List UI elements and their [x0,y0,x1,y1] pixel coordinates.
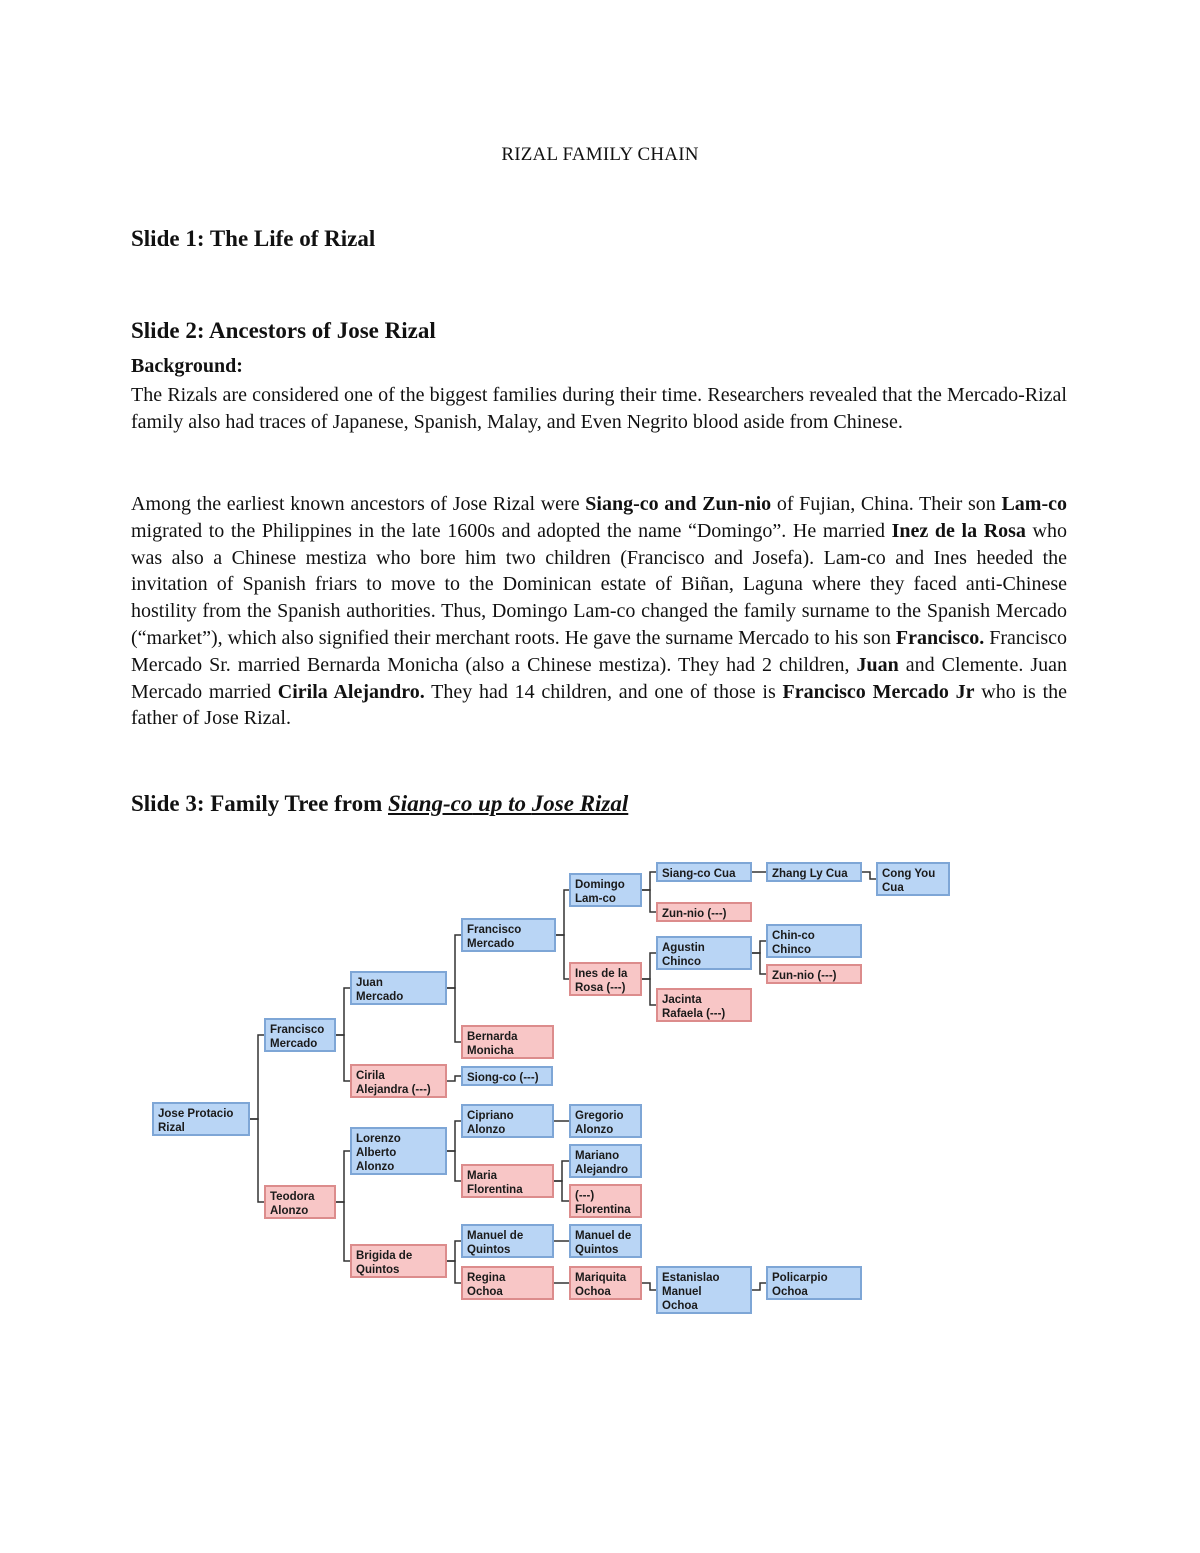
tree-node-francisco-sr: Francisco Mercado [461,918,556,952]
connector-ines-agustin [642,953,656,979]
text-run: They had 14 children, and one of those is [424,680,783,703]
connector-jose-teodora [250,1119,264,1202]
tree-node-regina: Regina Ochoa [461,1266,554,1300]
connector-teodora-lorenzo [336,1151,350,1202]
connector-mariquita-estanislao [642,1283,656,1290]
tree-node-estanislao: Estanislao Manuel Ochoa [656,1266,752,1314]
tree-node-jacinta: Jacinta Rafaela (---) [656,988,752,1022]
tree-node-gregorio: Gregorio Alonzo [569,1104,642,1138]
connector-zhang-cong [862,872,876,879]
heading-prefix: Slide 3: Family Tree from [131,791,389,816]
tree-node-juan: Juan Mercado [350,971,447,1005]
connector-cirila-siongco [447,1076,461,1081]
tree-node-siongco: Siong-co (---) [461,1066,553,1086]
tree-node-lorenzo: Lorenzo Alberto Alonzo [350,1127,447,1175]
tree-node-cipriano: Cipriano Alonzo [461,1104,554,1138]
connector-juan-francisco_sr [447,935,461,988]
family-tree-connectors [130,840,1000,1340]
family-tree-diagram [130,840,1000,1340]
slide2-heading: Slide 2: Ancestors of Jose Rizal [131,318,436,343]
connector-lorenzo-maria [447,1151,461,1181]
connector-agustin-chinco [752,941,766,953]
tree-node-ines: Ines de la Rosa (---) [569,962,642,996]
text-run: migrated to the Philippines in the late 1600s and adopted the name “Domingo”. He married [131,519,892,542]
connector-domingo-zunnio1 [642,890,656,912]
heading-em-jose-rizal: Jose Rizal [531,791,629,816]
connector-francisco_m-cirila [336,1035,350,1081]
connector-brigida-manuel1 [447,1241,461,1261]
tree-node-zunnio2: Zun-nio (---) [766,964,862,984]
bold-name: Lam-co [1001,493,1068,515]
tree-node-policarpio: Policarpio Ochoa [766,1266,862,1300]
bold-name: Cirila Alejandro. [277,680,425,703]
tree-node-zunnio1: Zun-nio (---) [656,902,752,922]
tree-node-siangco: Siang-co Cua [656,862,752,882]
document-title: RIZAL FAMILY CHAIN [501,144,699,165]
text-run: who is the father of Jose Rizal. [131,680,1068,730]
tree-node-brigida: Brigida de Quintos [350,1244,447,1278]
connector-jose-francisco_m [250,1035,264,1119]
bold-name: Francisco Mercado Jr [782,680,975,703]
connector-estanislao-policarpio [752,1283,766,1290]
tree-node-teodora: Teodora Alonzo [264,1185,336,1219]
tree-node-bernarda: Bernarda Monicha [461,1025,554,1059]
tree-node-florentina: (---) Florentina [569,1184,642,1218]
text-run: of Fujian, China. Their son [771,493,1002,515]
slide3-heading [131,791,628,817]
heading-mid: up to [472,791,532,816]
connector-juan-bernarda [447,988,461,1042]
tree-node-francisco-m: Francisco Mercado [264,1018,336,1052]
connector-brigida-regina [447,1261,461,1283]
tree-node-mariano: Mariano Alejandro [569,1144,642,1178]
tree-node-cong: Cong You Cua [876,862,950,896]
bold-name: Siang-co and Zun-nio [585,493,772,515]
connector-lorenzo-cipriano [447,1121,461,1151]
connector-maria-florentina [554,1181,569,1201]
tree-node-manuel2: Manuel de Quintos [569,1224,642,1258]
background-paragraph: The Rizals are considered one of the biggest families during their time. Researchers revealed that the Mercado-Rizal family also had traces of Japanese, Spanish, Malay, and Even Negrito blood aside from Chinese. [131,384,1067,433]
ancestors-paragraph [131,491,1067,732]
bold-name: Inez de la Rosa [891,519,1026,542]
text-run: Among the earliest known ancestors of Jose Rizal were [131,493,586,515]
heading-em-siangco: Siang-co [388,791,473,816]
tree-node-mariquita: Mariquita Ochoa [569,1266,642,1300]
connector-francisco_m-juan [336,988,350,1035]
tree-node-maria: Maria Florentina [461,1164,554,1198]
tree-node-chinco: Chin-co Chinco [766,924,862,958]
connector-ines-jacinta [642,979,656,1005]
connector-teodora-brigida [336,1202,350,1261]
tree-node-cirila: Cirila Alejandra (---) [350,1064,447,1098]
text-run: Francisco Mercado Sr. married Bernarda Monicha (also a Chinese mestiza). They had 2 children, [131,626,1067,676]
tree-node-jose: Jose Protacio Rizal [152,1102,250,1136]
text-run: and Clemente. Juan Mercado married [131,653,1067,703]
bold-name: Juan [856,653,899,676]
slide1-heading: Slide 1: The Life of Rizal [131,226,376,251]
text-run: who was also a Chinese mestiza who bore him two children (Francisco and Josefa). Lam-co and Ines heeded the invitation of Spanish friars to move to the Dominican estate of Biñan, Laguna where they faced anti-Chinese hostility from the Spanish authorities. Thus, Domingo Lam-co changed the family surname to the Spanish Mercado (“market”), which also signified their merchant roots. He gave the surname Mercado to his son [131,519,1067,649]
connector-agustin-zunnio2 [752,953,766,974]
bold-name: Francisco. [895,626,985,649]
connector-domingo-siangco [642,872,656,890]
tree-node-domingo: Domingo Lam-co [569,873,642,907]
tree-node-zhang: Zhang Ly Cua [766,862,862,882]
connector-maria-mariano [554,1161,569,1181]
tree-node-agustin: Agustin Chinco [656,936,752,970]
connector-francisco_sr-domingo [556,890,569,935]
background-label: Background: [131,355,243,377]
connector-francisco_sr-ines [556,935,569,979]
tree-node-manuel1: Manuel de Quintos [461,1224,554,1258]
